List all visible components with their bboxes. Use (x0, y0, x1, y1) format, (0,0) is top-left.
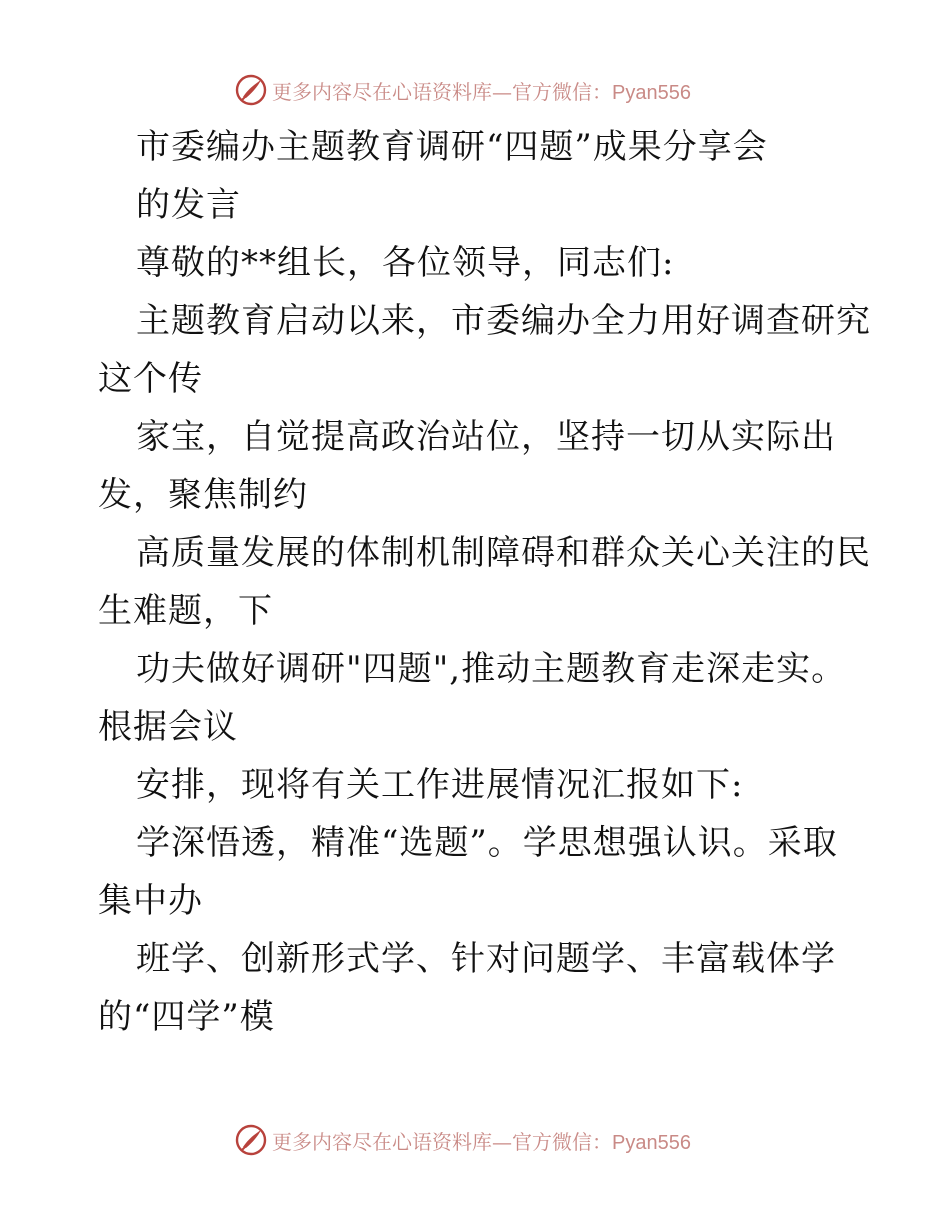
document-body (98, 118, 871, 1046)
document-line: 主题教育启动以来，市委编办全力用好调查研究 (136, 301, 871, 341)
document-line: 发，聚焦制约 (98, 475, 308, 515)
watermark-text: 更多内容尽在心语资料库—官方微信：Pyan556 (272, 79, 691, 104)
document-line: 高质量发展的体制机制障碍和群众关心关注的民 (136, 533, 871, 573)
document-line: 的发言 (136, 185, 241, 225)
document-line: 根据会议 (98, 707, 238, 747)
document-line: 市委编办主题教育调研“四题”成果分享会 (136, 127, 768, 167)
document-line: 的“四学”模 (98, 997, 275, 1037)
document-line: 生难题，下 (98, 591, 273, 631)
footer-watermark (234, 1122, 691, 1158)
header-watermark (234, 72, 691, 108)
document-line: 学深悟透，精准“选题”。学思想强认识。采取 (136, 823, 838, 863)
quill-seal-icon (234, 73, 268, 107)
document-line: 功夫做好调研"四题",推动主题教育走深走实。 (136, 649, 847, 689)
document-line: 班学、创新形式学、针对问题学、丰富载体学 (136, 939, 836, 979)
watermark-text: 更多内容尽在心语资料库—官方微信：Pyan556 (272, 1129, 691, 1154)
document-line: 尊敬的**组长，各位领导，同志们: (136, 243, 675, 283)
document-line: 家宝，自觉提高政治站位，坚持一切从实际出 (136, 417, 836, 457)
document-line: 安排，现将有关工作进展情况汇报如下: (136, 765, 744, 805)
quill-seal-icon (234, 1123, 268, 1157)
document-line: 集中办 (98, 881, 203, 921)
document-line: 这个传 (98, 359, 203, 399)
